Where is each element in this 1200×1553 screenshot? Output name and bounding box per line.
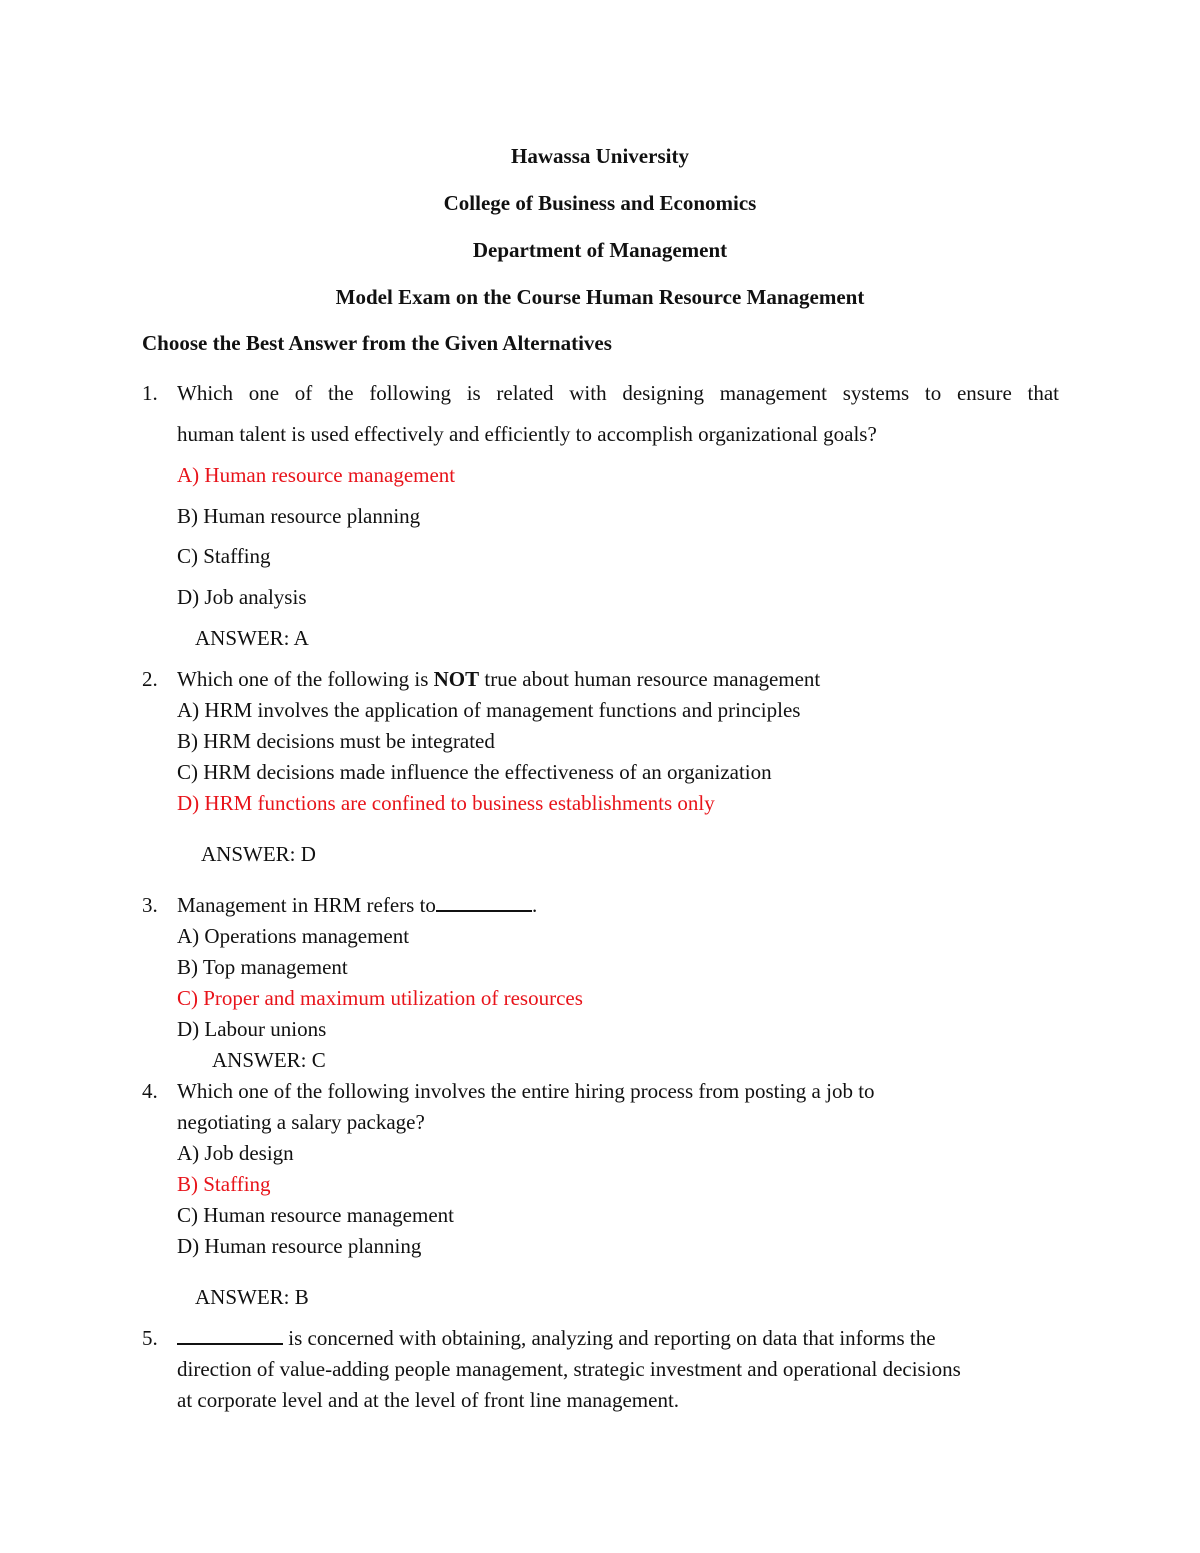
option-d: D) Human resource planning: [177, 1234, 422, 1258]
question-text: [177, 667, 820, 692]
exam-title: Model Exam on the Course Human Resource Management: [335, 285, 865, 309]
fill-blank: [436, 894, 532, 912]
question-number: 1.: [142, 381, 158, 405]
question-text-emphasis: NOT: [433, 667, 480, 691]
answer-key: ANSWER: A: [195, 626, 309, 650]
option-d: D) Job analysis: [177, 585, 307, 609]
option-c: C) Human resource management: [177, 1203, 454, 1227]
answer-key: ANSWER: B: [195, 1285, 309, 1309]
answer-key: ANSWER: D: [201, 842, 316, 866]
option-b: B) Staffing: [177, 1172, 271, 1196]
question-text-cont: negotiating a salary package?: [177, 1110, 425, 1134]
question-text-cont: direction of value-adding people management, strategic investment and operational decisions: [177, 1357, 961, 1381]
question-text: [177, 1326, 936, 1351]
question-text-pre: Which one of the following is: [177, 667, 434, 691]
question-text: Which one of the following involves the entire hiring process from posting a job to: [177, 1079, 875, 1103]
option-a: A) HRM involves the application of management functions and principles: [177, 698, 801, 722]
instruction: Choose the Best Answer from the Given Alternatives: [142, 331, 612, 355]
fill-blank: [177, 1327, 283, 1345]
question-text-end: .: [531, 893, 538, 917]
department-name: Department of Management: [472, 238, 728, 262]
question-text-main: Management in HRM refers to: [177, 893, 436, 917]
option-c: C) Proper and maximum utilization of resources: [177, 986, 583, 1010]
option-d: D) HRM functions are confined to business establishments only: [177, 791, 715, 815]
option-a: A) Job design: [177, 1141, 294, 1165]
question-text: Which one of the following is related with designing management systems to ensure that: [177, 381, 1059, 405]
question-text-main: is concerned with obtaining, analyzing and reporting on data that informs the: [283, 1326, 936, 1350]
question-number: 5.: [142, 1326, 158, 1350]
question-text-cont: human talent is used effectively and efficiently to accomplish organizational goals?: [177, 422, 877, 446]
question-text-cont-2: at corporate level and at the level of front line management.: [177, 1388, 680, 1412]
option-b: B) Top management: [177, 955, 348, 979]
option-d: D) Labour unions: [177, 1017, 327, 1041]
option-b: B) HRM decisions must be integrated: [177, 729, 495, 753]
question-number: 3.: [142, 893, 158, 917]
option-c: C) Staffing: [177, 544, 271, 568]
option-c: C) HRM decisions made influence the effectiveness of an organization: [177, 760, 772, 784]
question-number: 4.: [142, 1079, 158, 1103]
question-number: 2.: [142, 667, 158, 691]
question-text: [177, 893, 537, 918]
option-b: B) Human resource planning: [177, 504, 421, 528]
question-text-post: true about human resource management: [479, 667, 821, 691]
answer-key: ANSWER: C: [212, 1048, 326, 1072]
option-a: A) Human resource management: [177, 463, 456, 487]
university-name: Hawassa University: [511, 144, 689, 168]
option-a: A) Operations management: [177, 924, 410, 948]
college-name: College of Business and Economics: [443, 191, 757, 215]
